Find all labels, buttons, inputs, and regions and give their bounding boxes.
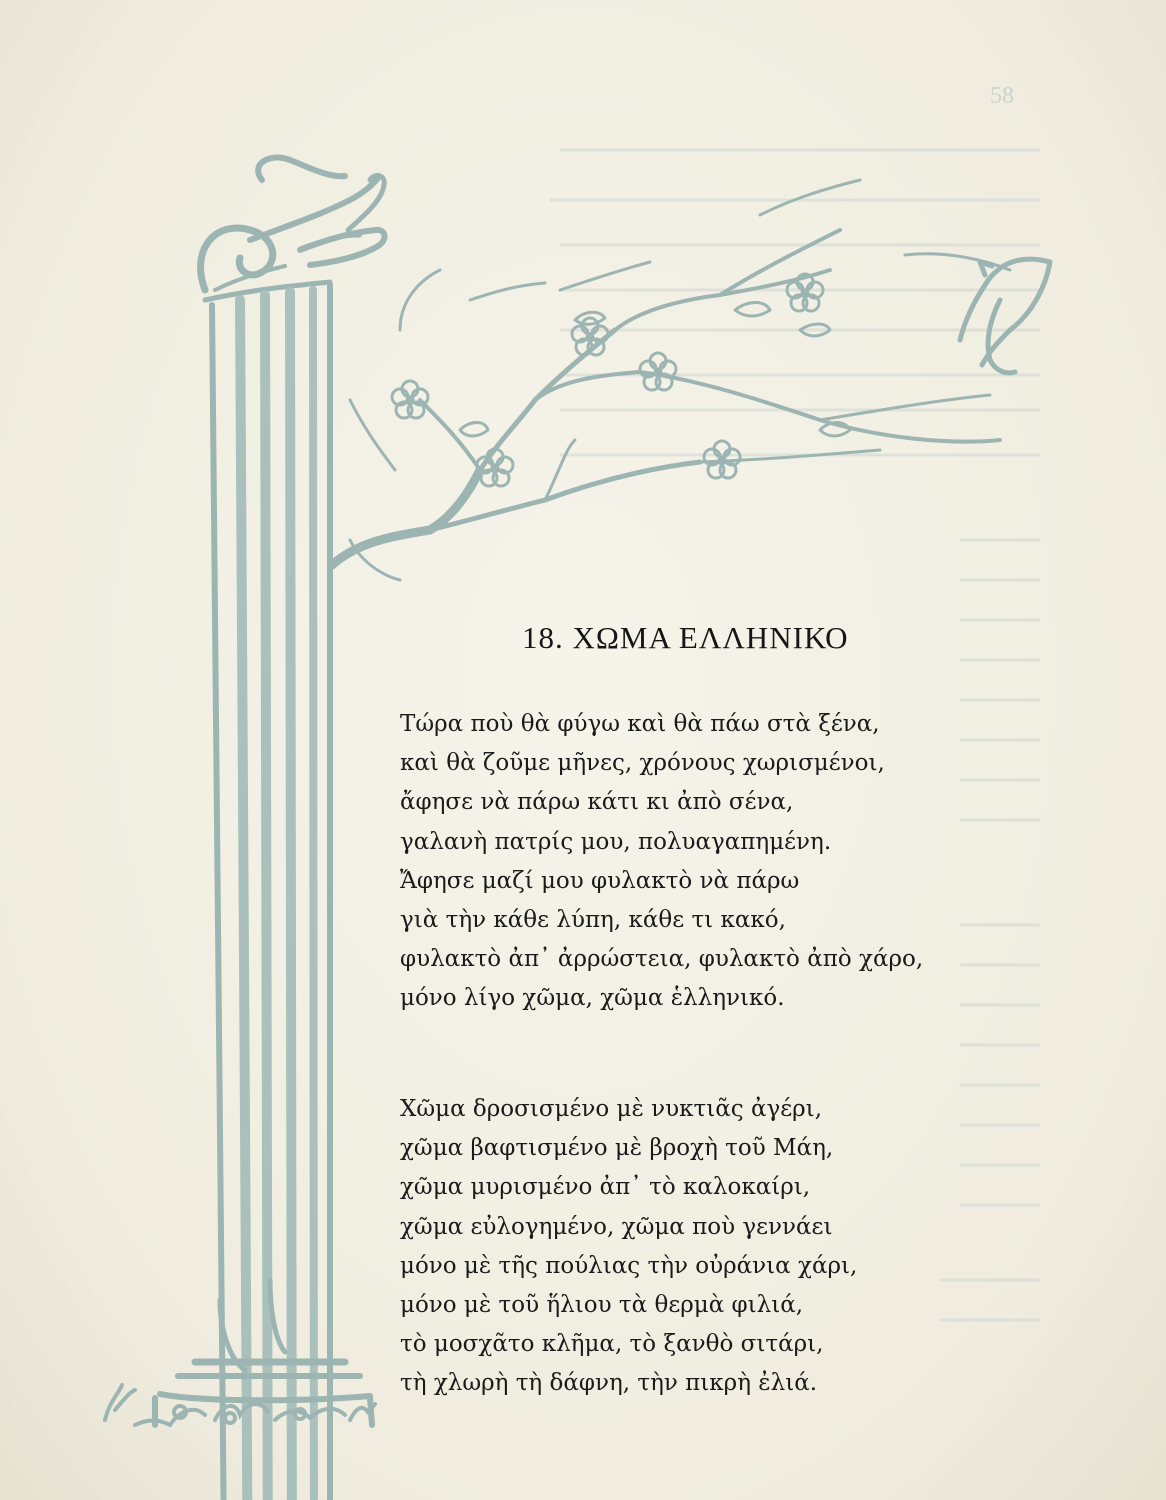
poem-title: 18. ΧΩΜΑ ΕΛΛΗΝΙΚΟ [522,620,849,655]
verse-line: ἄφησε νὰ πάρω κάτι κι ἀπὸ σένα, [400,789,794,816]
verse-line: χῶμα εὐλογημένο, χῶμα ποὺ γεννάει [400,1213,833,1240]
verse-line: καὶ θὰ ζοῦμε μῆνες, χρόνους χωρισμένοι, [400,750,885,777]
verse-line: Ἄφησε μαζί μου φυλακτὸ νὰ πάρω [400,867,800,894]
verse-line: γιὰ τὴν κάθε λύπη, κάθε τι κακό, [400,906,786,933]
grass-base-icon [105,1385,375,1425]
verse-line: χῶμα βαφτισμένο μὲ βροχὴ τοῦ Μάη, [400,1135,834,1162]
stanza-1 [400,705,1120,1019]
ionic-column-icon [155,158,385,1500]
verse-line: τὴ χλωρὴ τὴ δάφνη, τὴν πικρὴ ἐλιά. [400,1370,818,1397]
page-number: 58 [990,83,1014,109]
verse-line: μόνο λίγο χῶμα, χῶμα ἑλληνικό. [400,985,785,1012]
verse-line: μόνο μὲ τοῦ ἥλιου τὰ θερμὰ φιλιά, [400,1291,804,1318]
swallow-bird-icon [960,259,1050,373]
verse-line: φυλακτὸ ἀπ᾿ ἀρρώστεια, φυλακτὸ ἀπὸ χάρο, [400,946,924,973]
verse-line: γαλανὴ πατρίς μου, πολυαγαπημένη. [400,828,832,855]
verse-line: Τώρα ποὺ θὰ φύγω καὶ θὰ πάω στὰ ξένα, [400,711,880,737]
verse-line: χῶμα μυρισμένο ἀπ᾿ τὸ καλοκαίρι, [400,1174,811,1201]
verse-line: τὸ μοσχᾶτο κλῆμα, τὸ ξανθὸ σιτάρι, [400,1331,824,1358]
blossom-icon [392,381,428,418]
stanza-2 [400,1090,1120,1404]
verse-line: Χῶμα δροσισμένο μὲ νυκτιᾶς ἀγέρι, [400,1096,823,1122]
verse-line: μόνο μὲ τῆς πούλιας τὴν οὐράνια χάρι, [400,1252,858,1279]
